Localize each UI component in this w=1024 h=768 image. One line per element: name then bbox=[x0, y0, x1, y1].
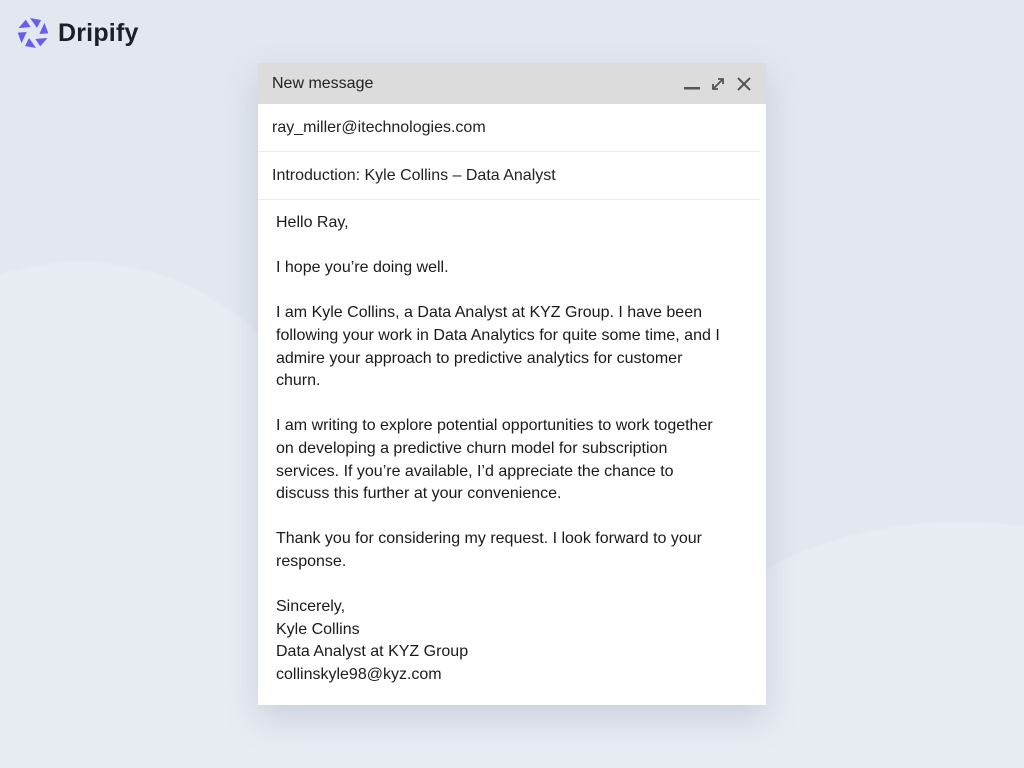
body-line: I am Kyle Collins, a Data Analyst at KYZ Group. I have been bbox=[276, 304, 702, 322]
body-line: Data Analyst at KYZ Group bbox=[276, 643, 469, 661]
expand-icon[interactable] bbox=[710, 76, 726, 92]
body-line: following your work in Data Analytics for quite some time, and I bbox=[276, 326, 720, 344]
minimize-icon[interactable] bbox=[684, 76, 700, 92]
body-paragraph bbox=[276, 415, 748, 505]
body-line: I hope you’re doing well. bbox=[276, 259, 449, 277]
compose-window bbox=[258, 63, 766, 705]
dripify-logo-icon bbox=[16, 16, 50, 50]
body-line: I am writing to explore potential opportunities to work together bbox=[276, 417, 713, 435]
body-line: Thank you for considering my request. I look forward to your bbox=[276, 530, 702, 548]
compose-header bbox=[258, 63, 766, 104]
body-line: admire your approach to predictive analytics for customer bbox=[276, 349, 683, 367]
body-line: Sincerely, bbox=[276, 598, 346, 616]
body-line: churn. bbox=[276, 372, 321, 390]
body-line: response. bbox=[276, 552, 347, 570]
body-line: Hello Ray, bbox=[276, 214, 349, 231]
body-paragraph bbox=[276, 302, 748, 392]
body-line: services. If you’re available, I’d appreciate the chance to bbox=[276, 462, 674, 480]
body-line: on developing a predictive churn model for subscription bbox=[276, 439, 668, 457]
brand-name: Dripify bbox=[58, 18, 139, 47]
body-line: discuss this further at your convenience. bbox=[276, 485, 562, 503]
dripify-logo bbox=[16, 16, 139, 50]
body-paragraph bbox=[276, 212, 748, 235]
body-paragraph bbox=[276, 257, 748, 280]
body-paragraph bbox=[276, 528, 748, 573]
to-field[interactable]: ray_miller@itechnologies.com bbox=[258, 104, 760, 152]
body-paragraph bbox=[276, 596, 748, 686]
body-line: collinskyle98@kyz.com bbox=[276, 665, 442, 683]
body-line: Kyle Collins bbox=[276, 620, 360, 638]
message-body[interactable] bbox=[258, 200, 766, 686]
close-icon[interactable] bbox=[736, 76, 752, 92]
compose-title: New message bbox=[272, 74, 374, 92]
subject-field[interactable]: Introduction: Kyle Collins – Data Analyst bbox=[258, 152, 760, 200]
